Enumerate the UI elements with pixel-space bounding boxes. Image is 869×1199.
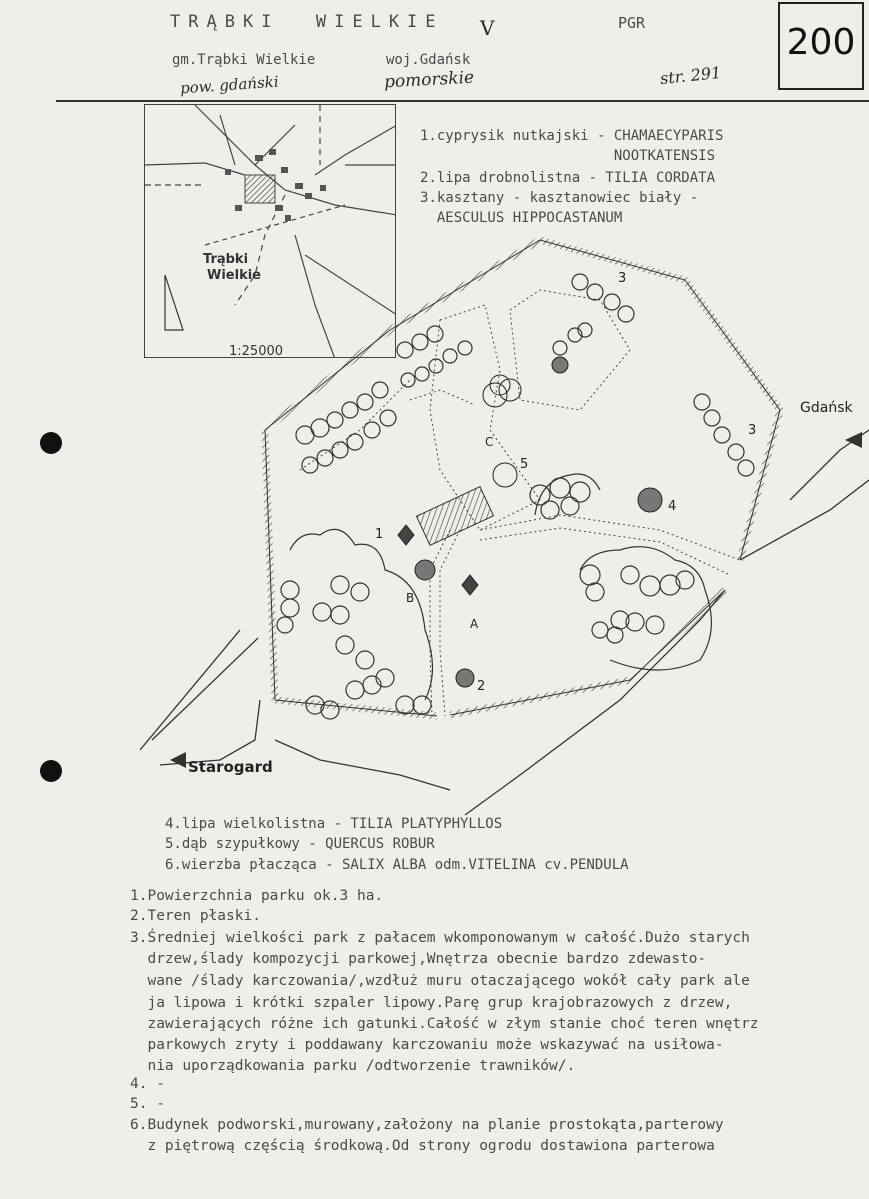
plan-number-1: 1: [375, 527, 384, 542]
body-line: ja lipowa i krótki szpaler lipowy.Parę grup krajobrazowych z drzew,: [130, 995, 733, 1011]
park-boundary-wall: [265, 240, 780, 716]
gmina-label: gm.Trąbki Wielkie: [172, 52, 316, 68]
legend-line: 2.lipa drobnolistna - TILIA CORDATA: [420, 170, 716, 186]
body-line: 2.Teren płaski.: [130, 908, 261, 924]
tree-groups: [277, 274, 757, 719]
legend-line: 1.cyprysik nutkajski - CHAMAECYPARIS: [420, 128, 724, 144]
body-line: zawierających różne ich gatunki.Całość w złym stanie choć teren wnętrz: [130, 1016, 759, 1032]
inset-town-label: Wielkie: [207, 268, 261, 283]
page-number: 200: [786, 22, 856, 63]
starogard-arrow-icon: [170, 752, 186, 768]
plan-letter-c: C: [485, 435, 494, 449]
plan-label-starogard: Starogard: [188, 758, 273, 776]
park-plan: [140, 230, 869, 820]
voivodeship-handwritten: pomorskie: [383, 67, 475, 93]
body-line: z piętrową częścią środkową.Od strony ogrodu dostawiona parterowa: [130, 1138, 715, 1154]
plan-number-3: 3: [748, 423, 757, 438]
body-line: 5. -: [130, 1096, 165, 1112]
body-line: nia uporządkowania parku /odtworzenie trawników/.: [130, 1058, 576, 1074]
pgr-label: PGR: [618, 14, 646, 32]
body-line: parkowych zryty i poddawany karczowaniu może wskazywać na usiłowa-: [130, 1037, 724, 1053]
body-line: 3.Średniej wielkości park z pałacem wkomponowanym w całość.Dużo starych: [130, 930, 750, 946]
page-reference-handwritten: str. 291: [659, 62, 723, 89]
document-title: TRĄBKI WIELKIE: [170, 12, 444, 32]
wojewodztwo-label: woj.Gdańsk: [386, 52, 471, 68]
legend-line: AESCULUS HIPPOCASTANUM: [420, 210, 623, 226]
inset-scale: 1:25000: [229, 344, 284, 358]
plan-letter-a: A: [470, 617, 479, 631]
legend-line: 3.kasztany - kasztanowiec biały -: [420, 190, 699, 206]
gdansk-arrow-icon: [845, 432, 862, 448]
plan-number-4: 4: [668, 499, 677, 514]
legend-line: NOOTKATENSIS: [420, 148, 716, 164]
body-line: 1.Powierzchnia parku ok.3 ha.: [130, 888, 384, 904]
palace-building: [417, 487, 494, 546]
punch-hole-bottom: [40, 760, 62, 782]
page-number-box: [778, 2, 864, 90]
inset-town-label: Trąbki: [203, 252, 249, 267]
punch-hole-top: [40, 432, 62, 454]
body-line: wane /ślady karczowania/,wzdłuż muru otaczającego wokół cały park ale: [130, 973, 750, 989]
plan-number-2: 2: [477, 679, 486, 694]
plan-number-3: 3: [618, 271, 627, 286]
body-line: 6.Budynek podworski,murowany,założony na planie prostokąta,parterowy: [130, 1117, 724, 1133]
check-mark: V: [480, 16, 495, 40]
body-line: 4. -: [130, 1076, 165, 1092]
plan-number-5: 5: [520, 457, 529, 472]
plan-label-gdansk: Gdańsk: [800, 400, 853, 416]
body-line: drzew,ślady kompozycji parkowej,Wnętrza obecnie bardzo zdewasto-: [130, 951, 707, 967]
header-rule: [56, 100, 869, 102]
legend-line: 6.wierzba płacząca - SALIX ALBA odm.VITELINA cv.PENDULA: [165, 857, 629, 873]
powiat-handwritten: pow. gdański: [179, 72, 280, 98]
road-gdansk: [465, 430, 869, 815]
plan-letter-b: B: [406, 591, 415, 605]
legend-line: 5.dąb szypułkowy - QUERCUS ROBUR: [165, 836, 435, 852]
legend-line: 4.lipa wielkolistna - TILIA PLATYPHYLLOS: [165, 816, 503, 832]
